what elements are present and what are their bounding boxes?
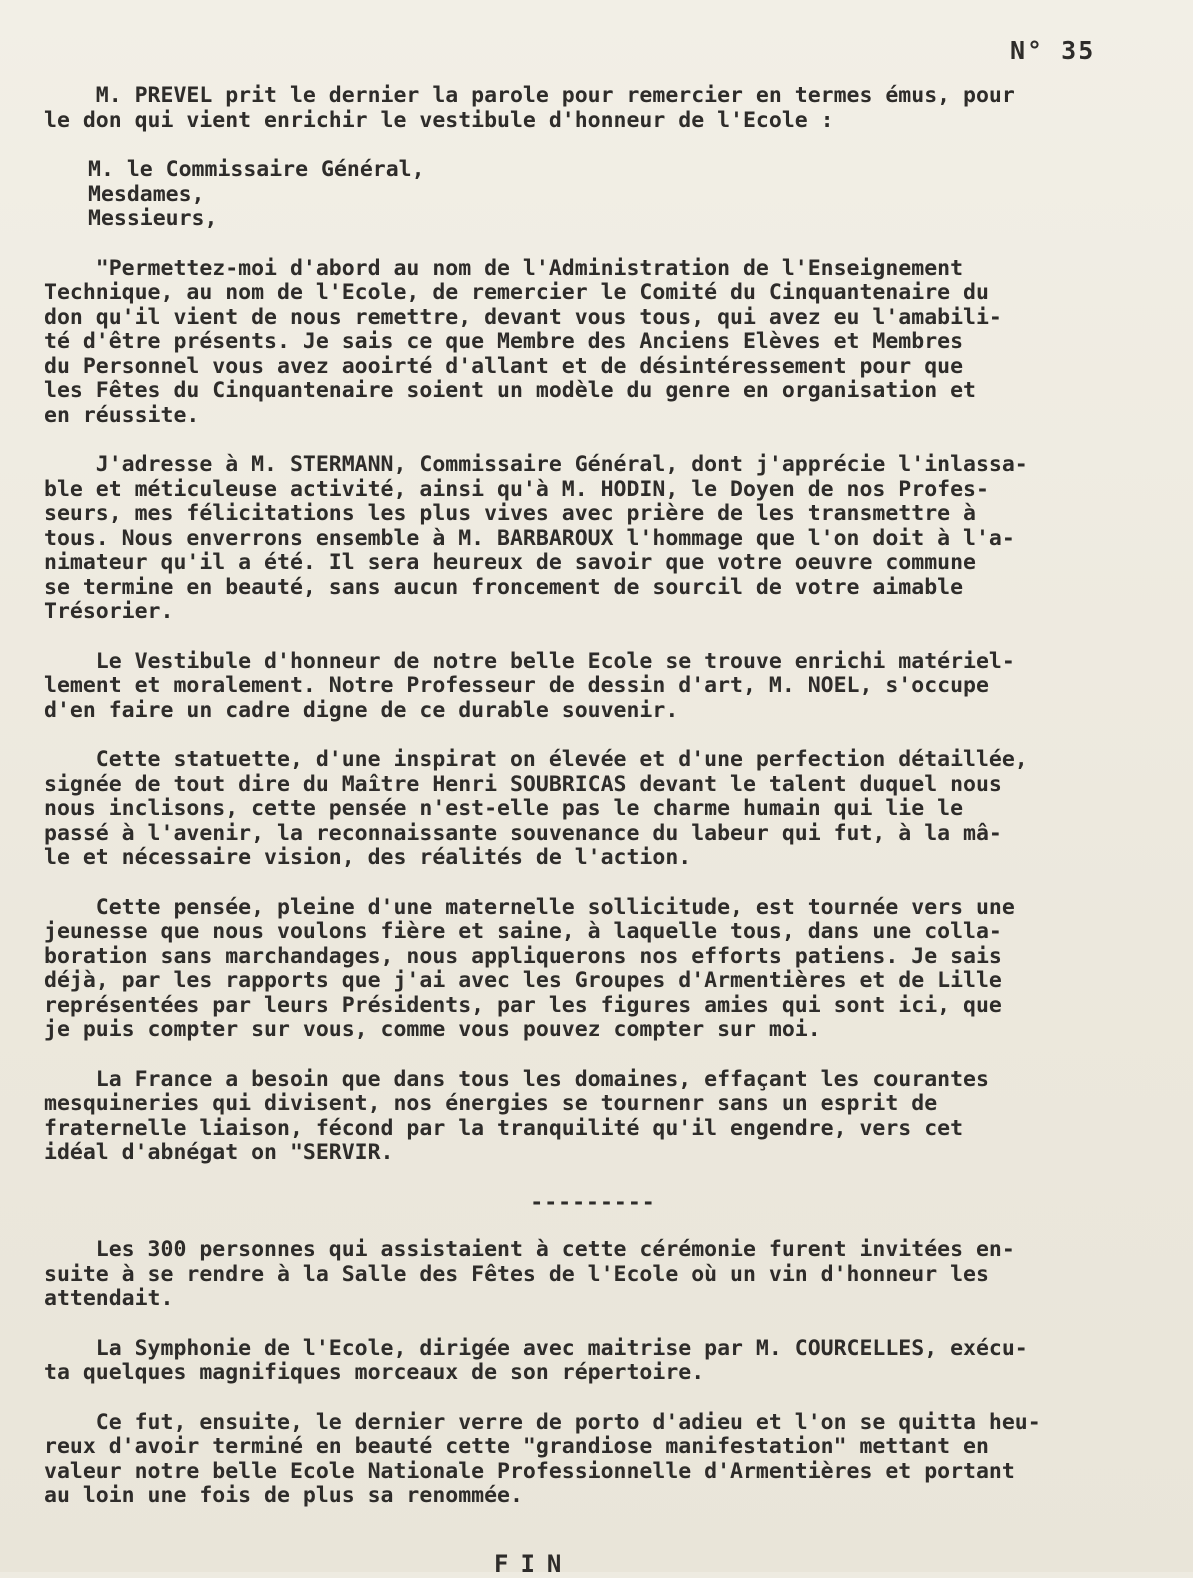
text-line: M. le Commissaire Général, [88,157,425,182]
text-line: du Personnel vous avez aooirté d'allant et de désintéressement pour que [44,353,964,379]
text-line: Messieurs, [88,206,218,231]
paragraph-congratulations [44,453,1172,625]
text-line: d'en faire un cadre digne de ce durable souvenir. [44,697,679,723]
text-line: reux d'avoir terminé en beauté cette "grandiose manifestation" mettant en [44,1434,989,1459]
text-line: suite à se rendre à la Salle des Fêtes de l'Ecole où un vin d'honneur les [44,1261,989,1287]
text-line: valeur notre belle Ecole Nationale Professionnelle d'Armentières et portant [44,1458,1015,1484]
text-line: fraternelle liaison, fécond par la tranquilité qu'il engendre, vers cet [44,1115,964,1141]
text-line: don qu'il vient de nous remettre, devant vous tous, qui avez eu l'amabili- [44,304,1002,330]
text-line: M. PREVEL prit le dernier la parole pour remercier en termes émus, pour [44,83,1015,108]
text-line: lement et moralement. Notre Professeur de dessin d'art, M. NOEL, s'occupe [44,673,989,698]
text-line: je puis compter sur vous, comme vous pouvez compter sur moi. [44,1017,821,1042]
text-line: "Permettez-moi d'abord au nom de l'Administration de l'Enseignement [44,255,964,281]
text-line: en réussite. [44,402,200,428]
text-line: La France a besoin que dans tous les domaines, effaçant les courantes [44,1066,989,1092]
text-line: passé à l'avenir, la reconnaissante souvenance du labeur qui fut, à la mâ- [44,820,1002,846]
paragraph-france [44,1068,1172,1166]
text-line: nimateur qu'il a été. Il sera heureux de savoir que votre oeuvre commune [44,550,976,575]
text-line: jeunesse que nous voulons fière et saine, à laquelle tous, dans une colla- [44,919,1002,944]
paragraph-intro [44,84,1172,133]
text-line: Les 300 personnes qui assistaient à cette cérémonie furent invitées en- [44,1237,1015,1262]
divider-dashes: --------- [530,1189,656,1215]
paragraph-guests [44,1238,1172,1312]
text-line: représentées par leurs Présidents, par les figures amies qui sont ici, que [44,992,1002,1018]
text-line: au loin une fois de plus sa renommée. [44,1483,523,1508]
text-line: mesquineries qui divisent, nos énergies se tournenr sans un esprit de [44,1091,938,1116]
text-line: ble et méticuleuse activité, ainsi qu'à M. HODIN, le Doyen de nos Profes- [44,476,989,502]
text-line: boration sans marchandages, nous appliquerons nos efforts patiens. Je sais [44,943,1002,969]
paragraph-symphony [44,1337,1172,1386]
text-line: Mesdames, [88,181,205,207]
text-line: Cette statuette, d'une inspirat on élevée et d'une perfection détaillée, [44,747,1028,772]
end-mark: FIN [494,1550,574,1578]
text-line: le et nécessaire vision, des réalités de l'action. [44,845,692,870]
text-line: seurs, mes félicitations les plus vives avec prière de les transmettre à [44,501,976,526]
text-line: Technique, au nom de l'Ecole, de remercier le Comité du Cinquantenaire du [44,280,989,305]
text-line: idéal d'abnégat on "SERVIR. [44,1140,394,1165]
text-line: se termine en beauté, sans aucun froncement de sourcil de votre aimable [44,574,964,600]
text-line: déjà, par les rapports que j'ai avec les Groupes d'Armentières et de Lille [44,968,1002,993]
text-line: Ce fut, ensuite, le dernier verre de porto d'adieu et l'on se quitta heu- [44,1409,1041,1435]
text-line: ta quelques magnifiques morceaux de son répertoire. [44,1360,705,1385]
text-line: signée de tout dire du Maître Henri SOUBRICAS devant le talent duquel nous [44,771,1002,797]
paragraph-farewell [44,1411,1172,1509]
text-line: les Fêtes du Cinquantenaire soient un modèle du genre en organisation et [44,378,976,403]
text-line: Trésorier. [44,599,174,624]
text-line: té d'être présents. Je sais ce que Membre des Anciens Elèves et Membres [44,329,964,354]
text-line: Le Vestibule d'honneur de notre belle Ecole se trouve enrichi matériel- [44,648,1015,674]
paragraph-statuette [44,748,1172,871]
document-body [44,84,1172,1534]
text-line: Cette pensée, pleine d'une maternelle sollicitude, est tournée vers une [44,894,1015,920]
paragraph-youth [44,896,1172,1043]
text-line: attendait. [44,1286,174,1311]
paragraph-thanks [44,257,1172,429]
text-line: nous inclisons, cette pensée n'est-elle pas le charme humain qui lie le [44,796,964,821]
text-line: J'adresse à M. STERMANN, Commissaire Général, dont j'apprécie l'inlassa- [44,452,1028,477]
section-divider [44,1191,1172,1216]
text-line: La Symphonie de l'Ecole, dirigée avec maitrise par M. COURCELLES, exécu- [44,1335,1028,1361]
salutation [44,158,1172,232]
page-number: N° 35 [1010,36,1096,65]
paragraph-vestibule [44,650,1172,724]
text-line: le don qui vient enrichir le vestibule d'honneur de l'Ecole : [44,107,834,133]
text-line: tous. Nous enverrons ensemble à M. BARBAROUX l'hommage que l'on doit à l'a- [44,525,1015,551]
